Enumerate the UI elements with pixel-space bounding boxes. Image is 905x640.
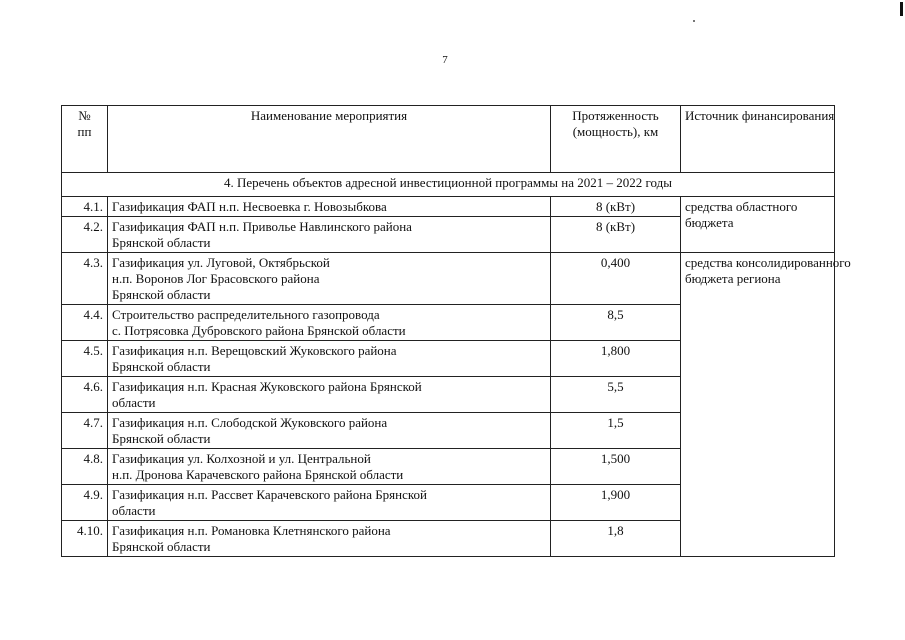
row-length: 1,8 <box>551 521 681 557</box>
row-number: 4.1. <box>62 197 108 217</box>
row-name <box>108 197 551 217</box>
row-name <box>108 341 551 377</box>
source-consolidated-budget <box>681 253 851 557</box>
section-title-row <box>62 173 835 197</box>
row-name-line: н.п. Дронова Карачевского района Брянской области <box>112 467 404 482</box>
header-length <box>551 106 681 173</box>
row-number: 4.8. <box>62 449 108 485</box>
row-name-line: Газификация ФАП н.п. Несвоевка г. Новозыбкова <box>112 199 387 214</box>
row-name <box>108 485 551 521</box>
table-header-row <box>62 106 835 173</box>
row-name-line: Строительство распределительного газопровода <box>112 307 380 322</box>
row-name <box>108 521 551 557</box>
scan-edge-mark <box>900 2 903 16</box>
row-length: 8,5 <box>551 305 681 341</box>
row-name-line: Газификация н.п. Слободской Жуковского района <box>112 415 388 430</box>
row-number: 4.3. <box>62 253 108 305</box>
row-name-line: Брянской области <box>112 287 211 302</box>
row-name-line: области <box>112 503 156 518</box>
row-number: 4.4. <box>62 305 108 341</box>
section-title: 4. Перечень объектов адресной инвестиционной программы на 2021 – 2022 годы <box>62 173 835 197</box>
row-length: 1,800 <box>551 341 681 377</box>
row-name <box>108 413 551 449</box>
row-length: 1,5 <box>551 413 681 449</box>
row-name-line: Брянской области <box>112 235 211 250</box>
header-length-line2: (мощность), км <box>572 124 659 139</box>
row-length: 8 (кВт) <box>551 217 681 253</box>
row-length: 1,500 <box>551 449 681 485</box>
row-name-line: Газификация н.п. Романовка Клетнянского района <box>112 523 391 538</box>
row-length: 5,5 <box>551 377 681 413</box>
table-row <box>62 197 835 217</box>
row-number: 4.9. <box>62 485 108 521</box>
row-number: 4.7. <box>62 413 108 449</box>
header-source <box>681 106 835 173</box>
source-consolidated-line2: бюджета региона <box>685 271 781 286</box>
row-name <box>108 217 551 253</box>
row-name-line: с. Потрясовка Дубровского района Брянской области <box>112 323 406 338</box>
row-length: 1,900 <box>551 485 681 521</box>
row-number: 4.2. <box>62 217 108 253</box>
header-number-line2: пп <box>77 124 92 139</box>
table-row <box>62 253 835 305</box>
investment-program-table <box>61 105 851 557</box>
row-name <box>108 253 551 305</box>
header-name-text: Наименование мероприятия <box>250 108 408 123</box>
header-name <box>108 106 551 173</box>
row-name <box>108 449 551 485</box>
row-name-line: Газификация ул. Колхозной и ул. Центральной <box>112 451 371 466</box>
row-name <box>108 305 551 341</box>
header-length-line1: Протяженность <box>572 108 659 123</box>
row-name-line: н.п. Воронов Лог Брасовского района <box>112 271 320 286</box>
row-name-line: области <box>112 395 156 410</box>
row-length: 0,400 <box>551 253 681 305</box>
row-number: 4.10. <box>62 521 108 557</box>
row-number: 4.6. <box>62 377 108 413</box>
scan-speck <box>693 20 695 22</box>
header-number-line1: № <box>78 108 91 123</box>
row-name-line: Брянской области <box>112 431 211 446</box>
source-consolidated-line1: средства консолидированного <box>685 255 851 270</box>
header-source-text: Источник финансирования <box>685 108 835 123</box>
row-number: 4.5. <box>62 341 108 377</box>
page-number: 7 <box>442 54 448 66</box>
row-name-line: Газификация н.п. Красная Жуковского района Брянской <box>112 379 422 394</box>
row-length: 8 (кВт) <box>551 197 681 217</box>
row-name-line: Брянской области <box>112 359 211 374</box>
row-name-line: Брянской области <box>112 539 211 554</box>
source-regional-budget: средства областного бюджета <box>681 197 835 253</box>
row-name-line: Газификация ФАП н.п. Приволье Навлинского района <box>112 219 412 234</box>
row-name <box>108 377 551 413</box>
header-number <box>62 106 108 173</box>
row-name-line: Газификация н.п. Верещовский Жуковского района <box>112 343 397 358</box>
row-name-line: Газификация н.п. Рассвет Карачевского района Брянской <box>112 487 427 502</box>
row-name-line: Газификация ул. Луговой, Октябрьской <box>112 255 330 270</box>
